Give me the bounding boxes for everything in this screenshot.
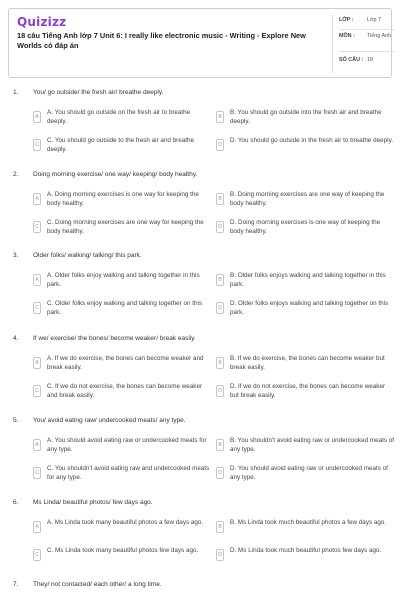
option-text: A. Ms Linda took many beautiful photos a few days ago. — [47, 519, 204, 526]
option-letter-box: A — [33, 357, 41, 369]
question-prompt: Ms Linda/ beautiful photos/ few days ago. — [33, 499, 153, 506]
option-text: D. You should go outside in the fresh air to breathe deeply. — [230, 137, 394, 144]
meta-lop-value: Lớp 7 — [367, 17, 382, 23]
option-text: A. You should avoid eating raw or undercooked meats for any type. — [47, 437, 207, 453]
option-letter-box: B — [216, 439, 224, 451]
option-letter-box: B — [216, 357, 224, 369]
question-number: 7. — [13, 581, 19, 588]
question-number: 2. — [13, 171, 19, 178]
option-text: D. Doing morning exercises is one way of keeping the body healthy. — [230, 219, 381, 235]
meta-mon-label: MÔN : — [339, 33, 355, 39]
option-text: B. You should go outside into the fresh air and breathe deeply. — [230, 109, 382, 125]
meta-divider — [339, 29, 395, 30]
question-number: 3. — [13, 252, 19, 259]
option-letter-box: A — [33, 439, 41, 451]
option-letter-box: D — [216, 302, 224, 314]
option-letter-box: C — [33, 139, 41, 151]
header-divider — [332, 15, 333, 73]
question-number: 6. — [13, 499, 19, 506]
meta-socau-value: 18 — [367, 57, 373, 63]
question-number: 1. — [13, 89, 19, 96]
option-letter-box: B — [216, 111, 224, 123]
option-text: A. Doing morning exercises is one way for keeping the body healthy. — [47, 191, 199, 207]
option-letter-box: D — [216, 385, 224, 397]
meta-mon-value: Tiếng Anh — [367, 33, 392, 39]
option-letter-box: A — [33, 111, 41, 123]
option-letter-box: A — [33, 521, 41, 533]
option-letter-box: C — [33, 385, 41, 397]
option-text: B. Doing morning exercises are one way of keeping the body healthy. — [230, 191, 385, 207]
question-prompt: You/ go outside/ the fresh air/ breathe deeply. — [33, 89, 164, 96]
option-text: C. You should go outside to the fresh air and breathe deeply. — [47, 137, 195, 153]
question-prompt: Older folks/ walking/ talking/ this park. — [33, 252, 142, 259]
option-text: B. If we do exercise, the bones can become weaker but break easily. — [230, 355, 385, 371]
option-letter-box: C — [33, 467, 41, 479]
option-text: D. If we do not exercise, the bones can become weaker but break easily. — [230, 383, 386, 399]
question-prompt: Doing morning exercise/ one way/ keeping/ body healthy. — [33, 171, 198, 178]
option-text: B. Ms Linda took much beautiful photos a few days ago. — [230, 519, 387, 526]
option-letter-box: C — [33, 221, 41, 233]
option-text: C. Ms Linda took many beautiful photos few days ago. — [47, 547, 199, 554]
option-text: A. If we do exercise, the bones can become weaker and break easily. — [47, 355, 204, 371]
option-text: A. You should go outside on the fresh air to breathe deeply. — [47, 109, 191, 125]
option-letter-box: D — [216, 221, 224, 233]
worksheet-header — [8, 8, 392, 78]
option-letter-box: B — [216, 193, 224, 205]
quizizz-logo[interactable]: Quizizz — [17, 15, 67, 29]
question-number: 5. — [13, 417, 19, 424]
meta-divider — [339, 51, 395, 52]
option-letter-box: D — [216, 139, 224, 151]
option-letter-box: A — [33, 193, 41, 205]
option-letter-box: A — [33, 274, 41, 286]
question-number: 4. — [13, 335, 19, 342]
option-text: D. Older folks enjoys walking and talking together on this park. — [230, 300, 389, 316]
question-prompt: They/ not contacted/ each other/ a long time. — [33, 581, 162, 588]
option-text: C. Doing morning exercises are one way for keeping the body healthy. — [47, 219, 204, 235]
option-letter-box: C — [33, 549, 41, 561]
option-text: C. If we do not exercise, the bones can become weaker and break easily. — [47, 383, 203, 399]
meta-socau-label: SỐ CÂU : — [339, 57, 364, 63]
worksheet-title: 18 câu Tiếng Anh lớp 7 Unit 6: I really like electronic music - Writing - Explore New Worlds có đáp án — [17, 31, 306, 50]
option-letter-box: C — [33, 302, 41, 314]
option-letter-box: D — [216, 549, 224, 561]
option-text: A. Older folks enjoy walking and talking together in this park. — [47, 272, 200, 288]
meta-lop-label: LỚP : — [339, 17, 354, 23]
option-text: D. Ms Linda took much beautiful photos few days ago. — [230, 547, 382, 554]
question-prompt: If we/ exercise/ the bones/ become weaker/ break easily. — [33, 335, 196, 342]
question-prompt: You/ avoid eating raw/ undercooked meats/ any type. — [33, 417, 186, 424]
option-text: B. You shouldn't avoid eating raw or undercooked meats of any type. — [230, 437, 394, 453]
option-text: B. Older folks enjoys walking and talking together in this park. — [230, 272, 386, 288]
option-letter-box: B — [216, 521, 224, 533]
option-letter-box: D — [216, 467, 224, 479]
option-text: D. You should avoid eating raw or undercooked meats of any type. — [230, 465, 388, 481]
option-text: C. You shouldn't avoid eating raw and undercooked meats for any type. — [47, 465, 210, 481]
option-text: C. Older folks enjoy walking and talking together on this park. — [47, 300, 203, 316]
option-letter-box: B — [216, 274, 224, 286]
